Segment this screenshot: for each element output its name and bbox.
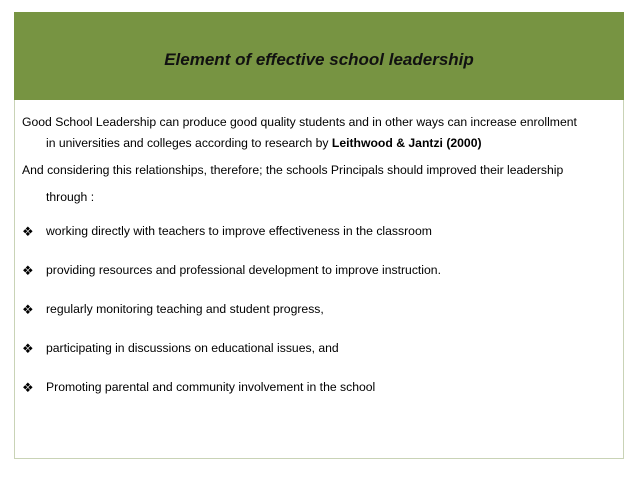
slide-title: Element of effective school leadership	[164, 50, 474, 69]
list-item	[22, 338, 618, 359]
slide-body	[22, 104, 618, 398]
intro-line-2-text: in universities and colleges according to research by	[46, 136, 332, 150]
bullet-text: regularly monitoring teaching and student progress,	[46, 302, 324, 316]
bullet-text: working directly with teachers to improve effectiveness in the classroom	[46, 224, 432, 238]
lead-line-1: And considering this relationships, therefore; the schools Principals should improved their leadership	[22, 163, 564, 177]
list-item	[22, 221, 618, 242]
intro-line-1: Good School Leadership can produce good quality students and in other ways can increase enrollment	[22, 115, 577, 129]
list-item	[22, 260, 618, 281]
intro-line-2	[22, 133, 618, 154]
list-item	[22, 299, 618, 320]
bullet-diamond-icon: ❖	[22, 224, 34, 239]
lead-line-2: through :	[46, 190, 95, 204]
citation: Leithwood & Jantzi (2000)	[331, 136, 482, 150]
intro-paragraph	[22, 112, 618, 154]
bullet-text: participating in discussions on educational issues, and	[46, 341, 339, 355]
bullet-diamond-icon: ❖	[22, 302, 34, 317]
bullet-diamond-icon: ❖	[22, 341, 34, 356]
bullet-diamond-icon: ❖	[22, 263, 34, 278]
bullet-diamond-icon: ❖	[22, 380, 34, 395]
lead-paragraph	[22, 160, 618, 208]
bullet-text: providing resources and professional development to improve instruction.	[46, 263, 441, 277]
title-band	[14, 12, 624, 100]
bullet-text: Promoting parental and community involvement in the school	[46, 380, 376, 394]
list-item	[22, 377, 618, 398]
